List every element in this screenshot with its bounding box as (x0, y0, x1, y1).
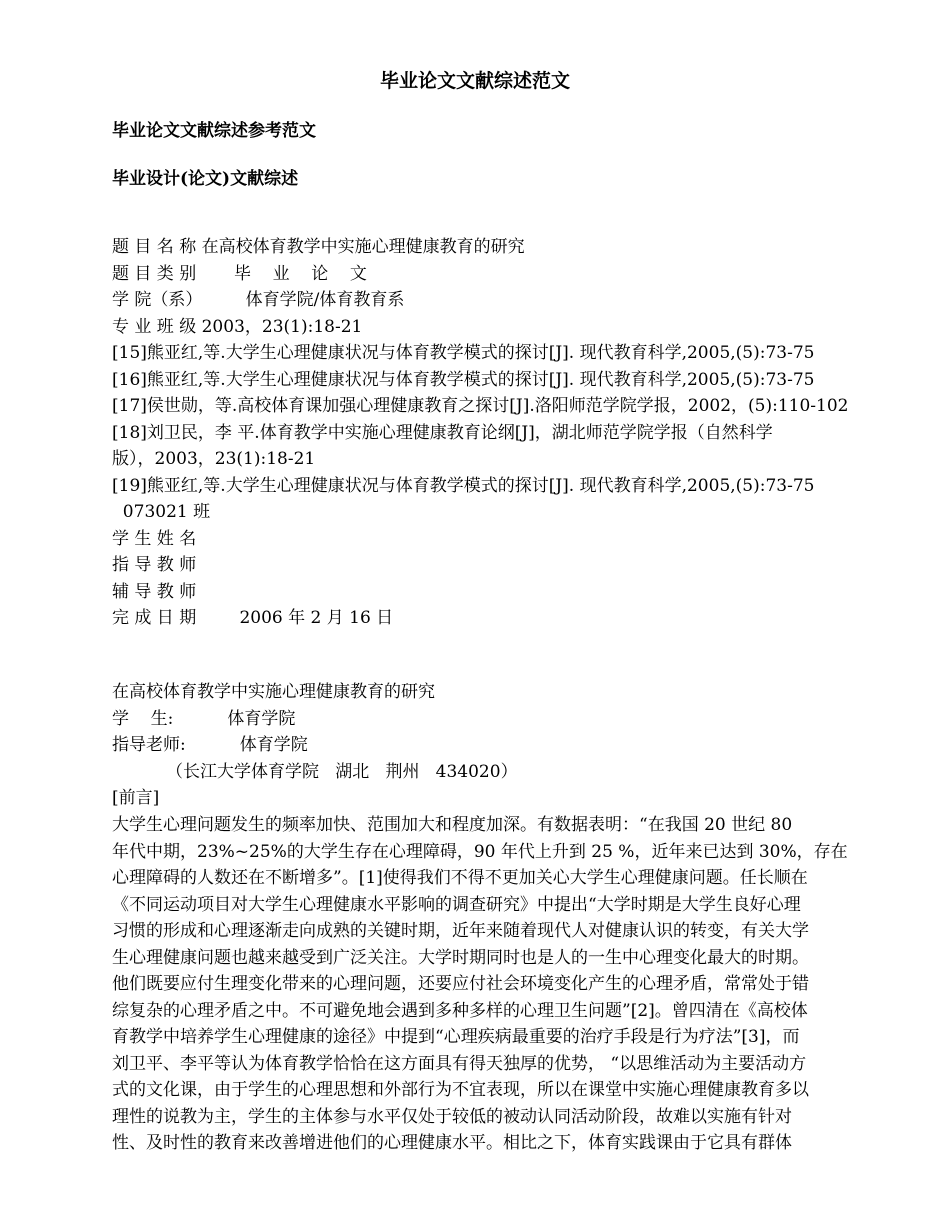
paragraph-line: 生心理健康问题也越来越受到广泛关注。大学时期同时也是人的一生中心理变化最大的时期。 (112, 947, 809, 968)
paper-header-block (112, 679, 882, 812)
paragraph-line: 理性的说教为主，学生的主体参与水平仅处于较低的被动认同活动阶段，故难以实施有针对 (112, 1106, 792, 1127)
paragraph-line: 年代中期，23%~25%的大学生存在心理障碍，90 年代上升到 25 %，近年来已达到 30%，存在 (112, 841, 848, 862)
info-class-number: 073021 班 (112, 502, 211, 522)
paragraph-line: 他们既要应付生理变化带来的心理问题，还要应付社会环境变化产生的心理矛盾，常常处于错 (112, 974, 809, 994)
paragraph-line: 心理障碍的人数还在不断增多”。[1]使得我们不得不更加关心大学生心理健康问题。任长顺在 (112, 868, 808, 888)
paper-student: 学 生: 体育学院 (112, 708, 296, 729)
reference-17: [17]侯世勋，等.高校体育课加强心理健康教育之探讨[J].洛阳师范学院学报，2002，(5):110-102 (112, 396, 849, 416)
paper-affiliation: （长江大学体育学院 湖北 荆州 434020） (112, 761, 518, 782)
paragraph-line: 习惯的形成和心理逐渐走向成熟的关键时期，近年来随着现代人对健康认识的转变，有关大学 (112, 921, 809, 941)
info-topic-category: 题 目 类 别 毕 业 论 文 (112, 263, 367, 284)
paper-advisor: 指导老师: 体育学院 (112, 735, 308, 755)
paragraph-line: 式的文化课，由于学生的心理思想和外部行为不宜表现，所以在课堂中实施心理健康教育多以 (112, 1080, 809, 1100)
reference-18-continued: 版），2003，23(1):18-21 (112, 449, 316, 469)
paragraph-line: 《不同运动项目对大学生心理健康水平影响的调查研究》中提出“大学时期是大学生良好心理 (112, 894, 801, 915)
reference-18: [18]刘卫民，李 平.体育教学中实施心理健康教育论纲[J]，湖北师范学院学报（自然科学 (112, 422, 773, 443)
paragraph-line: 综复杂的心理矛盾之中。不可避免地会遇到多种多样的心理卫生问题”[2]。曾四清在《高校体 (112, 1000, 808, 1021)
paragraph-line: 性、及时性的教育来改善增进他们的心理健康水平。相比之下，体育实践课由于它具有群体 (112, 1133, 792, 1153)
preface-heading: [前言] (112, 788, 160, 808)
subheading-reference-sample: 毕业论文文献综述参考范文 (112, 121, 316, 141)
info-assistant-advisor: 辅 导 教 师 (112, 581, 197, 602)
paragraph-line: 刘卫平、李平等认为体育教学恰恰在这方面具有得天独厚的优势， “以思维活动为主要活动方 (112, 1053, 807, 1074)
info-college: 学 院（系） 体育学院/体育教育系 (112, 290, 405, 310)
preface-paragraph (112, 812, 882, 1157)
paragraph-line: 大学生心理问题发生的频率加快、范围加大和程度加深。有数据表明：“在我国 20 世纪 80 (112, 815, 793, 835)
document-title: 毕业论文文献综述范文 (379, 70, 570, 92)
info-student-name: 学 生 姓 名 (112, 528, 197, 549)
paragraph-line: 育教学中培养学生心理健康的途径》中提到“心理疾病最重要的治疗手段是行为疗法”[3]，而 (112, 1027, 800, 1047)
info-topic-name: 题 目 名 称 在高校体育教学中实施心理健康教育的研究 (112, 237, 525, 257)
thesis-info-block (112, 234, 882, 632)
info-completion-date: 完 成 日 期 2006 年 2 月 16 日 (112, 608, 394, 628)
reference-16: [16]熊亚红,等.大学生心理健康状况与体育教学模式的探讨[J]. 现代教育科学,2005,(5):73-75 (112, 369, 815, 390)
reference-15: [15]熊亚红,等.大学生心理健康状况与体育教学模式的探讨[J]. 现代教育科学,2005,(5):73-75 (112, 343, 815, 363)
subheading-literature-review: 毕业设计(论文)文献综述 (112, 169, 299, 189)
reference-19: [19]熊亚红,等.大学生心理健康状况与体育教学模式的探讨[J]. 现代教育科学,2005,(5):73-75 (112, 475, 815, 496)
paper-title: 在高校体育教学中实施心理健康教育的研究 (112, 682, 435, 702)
info-class: 专 业 班 级 2003，23(1):18-21 (112, 316, 363, 337)
info-advisor: 指 导 教 师 (112, 555, 197, 575)
